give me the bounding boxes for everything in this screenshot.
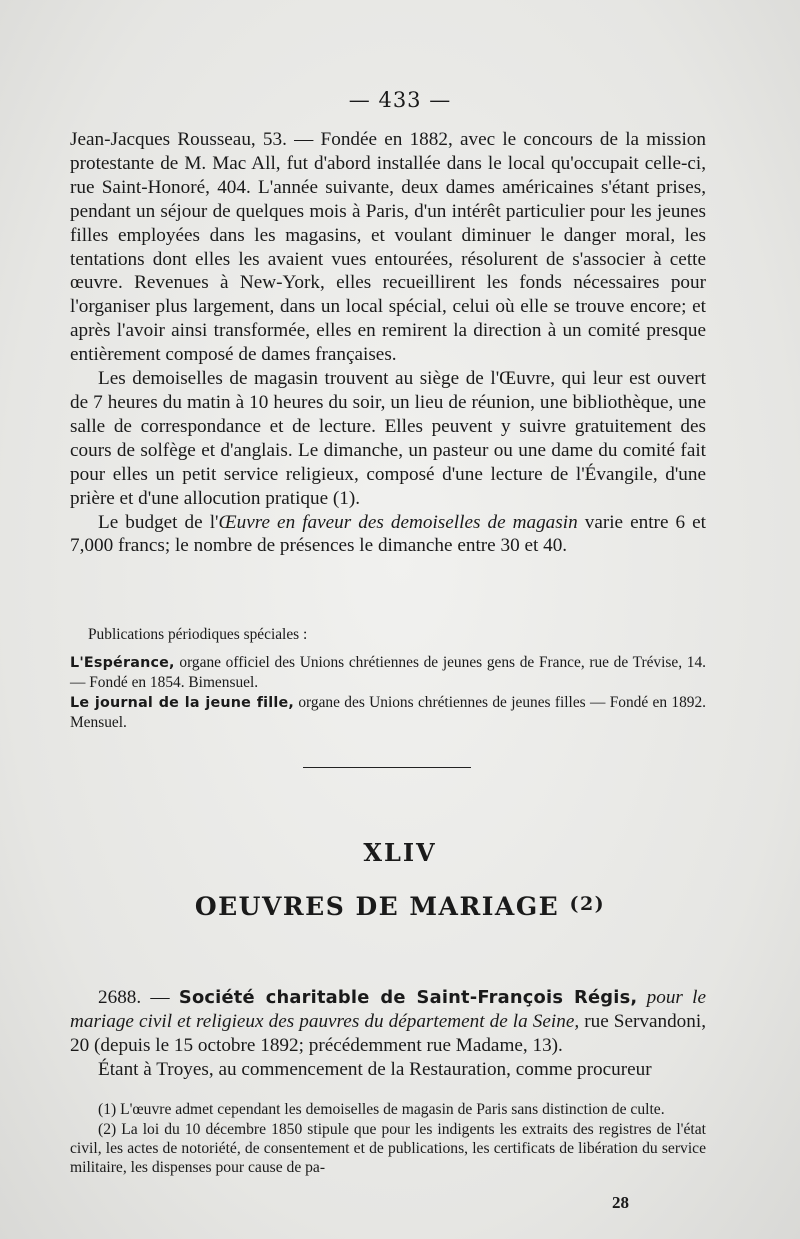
publication-title: L'Espérance, bbox=[70, 654, 175, 671]
entry-paragraph-2: Étant à Troyes, au commencement de la Restauration, comme procureur bbox=[98, 1058, 652, 1080]
entry-name: Société charitable de Saint-François Régis, bbox=[178, 987, 638, 1008]
footnote: (2) La loi du 10 décembre 1850 stipule que pour les indigents les extraits des registres de l'état civil, les actes de notoriété, de consentement et de publications, les certificats de libération du service militaire, les dispenses pour cause de pa- bbox=[70, 1121, 706, 1176]
publication-entry bbox=[70, 653, 706, 693]
entry-text: rue Servandoni, 20 (depuis le 15 octobre 1892; précédemment rue Madame, 13). bbox=[70, 1010, 706, 1056]
section-title-note: (2) bbox=[569, 893, 606, 915]
budget-italic: Œuvre en faveur des demoiselles de magasin bbox=[218, 511, 578, 533]
page-number: — 433 — bbox=[348, 88, 452, 112]
entry-block bbox=[70, 986, 706, 1082]
footnotes bbox=[70, 1100, 706, 1178]
publication-text: organe officiel des Unions chrétiennes de jeunes gens de France, rue de Trévise, 14. — Fondé en 1854. Bimensuel. bbox=[70, 653, 706, 691]
section-title-text: OEUVRES DE MARIAGE bbox=[194, 892, 560, 921]
entry-italic: pour le mariage civil et religieux des pauvres du département de la Seine, bbox=[70, 987, 706, 1032]
publication-title: Le journal de la jeune fille, bbox=[70, 694, 295, 711]
section-divider bbox=[303, 767, 471, 768]
signature-mark: 28 bbox=[612, 1193, 629, 1212]
publication-text: organe des Unions chrétiennes de jeunes filles — Fondé en 1892. Mensuel. bbox=[70, 693, 706, 731]
section-number: XLIV bbox=[363, 838, 437, 867]
publication-entry bbox=[70, 693, 706, 733]
section-title bbox=[0, 892, 800, 921]
paragraph-3 bbox=[70, 511, 706, 559]
entry-paragraph bbox=[70, 986, 706, 1058]
publications-heading: Publications périodiques spéciales : bbox=[88, 626, 308, 643]
budget-text-pre: Le budget de l' bbox=[98, 511, 219, 533]
paragraph-1: Jean-Jacques Rousseau, 53. — Fondée en 1882, avec le concours de la mission protestante de M. Mac All, fut d'abord installée dans le local qu'occupait celle-ci, rue Saint-Honoré, 404. L'année suivante, deux dames américaines s'étant prises, pendant un séjour de quelques mois à Paris, d'un intérêt particulier pour les jeunes filles employées dans les magasins, et voulant diminuer le danger moral, les tentations dont elles les avaient vues entourées, résolurent de s'associer à cette œuvre. Revenues à New-York, elles recueillirent les fonds nécessaires pour l'organiser plus largement, dans un local spécial, celui où elle se trouve encore; et après l'avoir ainsi transformée, elles en remirent la direction à un comité presque entièrement composé de dames françaises. bbox=[70, 129, 706, 366]
publications-block bbox=[70, 625, 706, 733]
paragraph-2: Les demoiselles de magasin trouvent au siège de l'Œuvre, qui leur est ouvert de 7 heures du matin à 10 heures du soir, un lieu de réunion, une bibliothèque, une salle de correspondance et de lecture. Elles peuvent y suivre gratuitement des cours de solfège et d'anglais. Le dimanche, un pasteur ou une dame du comité fait pour elles un petit service religieux, composé d'une lecture de l'Évangile, d'une prière et d'une allocution pratique (1). bbox=[70, 368, 706, 509]
main-text bbox=[70, 128, 706, 558]
budget-text-post: varie entre 6 et 7,000 francs; le nombre de présences le dimanche entre 30 et 40. bbox=[70, 511, 707, 557]
footnote: (1) L'œuvre admet cependant les demoiselles de magasin de Paris sans distinction de culte. bbox=[98, 1101, 665, 1118]
entry-number: 2688. — bbox=[98, 987, 179, 1008]
